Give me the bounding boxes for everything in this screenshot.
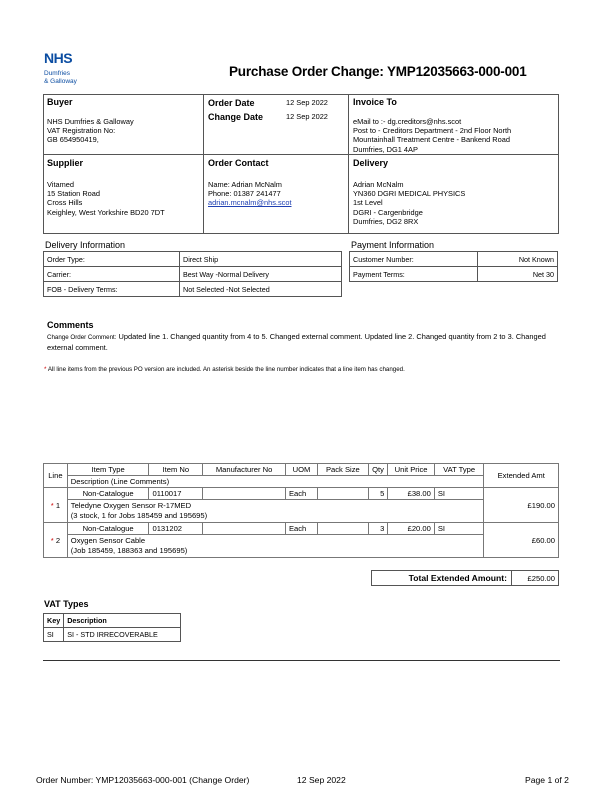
supplier-line: Keighley, West Yorkshire BD20 7DT bbox=[47, 207, 165, 217]
footer-page: Page 1 of 2 bbox=[525, 775, 569, 785]
buyer-line: VAT Registration No: bbox=[47, 126, 116, 136]
delivery-info-label: Carrier: bbox=[44, 267, 180, 282]
order-date-value: 12 Sep 2022 bbox=[286, 98, 328, 107]
asterisk-icon: * bbox=[44, 366, 47, 373]
buyer-line: NHS Dumfries & Galloway bbox=[47, 117, 134, 126]
order-contact-box bbox=[203, 154, 349, 234]
extended-amt: £190.00 bbox=[484, 488, 559, 523]
item-no: 0110017 bbox=[149, 488, 203, 500]
pack-size bbox=[318, 488, 369, 500]
description-cell bbox=[67, 535, 484, 558]
delivery-line: 1st Level bbox=[353, 198, 383, 208]
invoice-line: eMail to :- dg.creditors@nhs.scot bbox=[353, 117, 462, 126]
supplier-line: Cross Hills bbox=[47, 198, 83, 208]
table-header-row bbox=[44, 464, 559, 476]
logo-org-line1: Dumfries bbox=[44, 70, 71, 77]
change-date-label: Change Date bbox=[208, 112, 264, 122]
description-line: (3 stock, 1 for Jobs 185459 and 195695) bbox=[70, 511, 208, 520]
payment-info-label: Payment Terms: bbox=[350, 267, 478, 282]
item-type: Non-Catalogue bbox=[67, 523, 149, 535]
payment-info-row bbox=[350, 252, 558, 267]
order-contact-label: Order Contact bbox=[208, 158, 269, 168]
extended-amt: £60.00 bbox=[484, 523, 559, 558]
divider bbox=[43, 660, 560, 661]
comments-title: Comments bbox=[47, 320, 94, 330]
buyer-line: GB 654950419, bbox=[47, 135, 99, 145]
document-title: Purchase Order Change: YMP12035663-000-001 bbox=[229, 64, 527, 79]
payment-info-value: Not Known bbox=[478, 252, 558, 267]
order-contact-email-link[interactable]: adrian.mcnalm@nhs.scot bbox=[208, 198, 292, 208]
delivery-info-row bbox=[44, 282, 342, 297]
header-item-no: Item No bbox=[149, 464, 203, 476]
uom: Each bbox=[285, 488, 317, 500]
description-cell bbox=[67, 500, 484, 523]
qty: 3 bbox=[368, 523, 388, 535]
nhs-logo: NHS bbox=[44, 50, 73, 66]
table-row-description bbox=[44, 535, 559, 558]
vat-header-description: Description bbox=[64, 614, 181, 628]
uom: Each bbox=[285, 523, 317, 535]
delivery-info-value: Best Way -Normal Delivery bbox=[180, 267, 342, 282]
vat-description: SI - STD IRRECOVERABLE bbox=[64, 628, 181, 642]
invoice-to-box bbox=[348, 94, 559, 155]
delivery-info-table bbox=[43, 251, 342, 297]
vat-header-row bbox=[44, 614, 181, 628]
header-item-type: Item Type bbox=[67, 464, 149, 476]
footer-order-number: Order Number: YMP12035663-000-001 (Change Order) bbox=[36, 775, 250, 785]
invoice-line: Post to - Creditors Department - 2nd Floor North bbox=[353, 126, 512, 136]
qty: 5 bbox=[368, 488, 388, 500]
supplier-box bbox=[43, 154, 204, 234]
delivery-info-value: Direct Ship bbox=[180, 252, 342, 267]
invoice-line: Dumfries, DG1 4AP bbox=[353, 144, 418, 154]
table-header-row bbox=[44, 476, 559, 488]
asterisk-note-text: All line items from the previous PO version are included. An asterisk beside the line number indicates that a line item has changed. bbox=[47, 366, 405, 373]
header-line: Line bbox=[44, 464, 68, 488]
delivery-info-label: Order Type: bbox=[44, 252, 180, 267]
delivery-line: Adrian McNalm bbox=[353, 180, 404, 189]
item-type: Non-Catalogue bbox=[67, 488, 149, 500]
unit-price: £38.00 bbox=[388, 488, 435, 500]
line-number-cell bbox=[44, 523, 68, 558]
comments-body bbox=[47, 332, 559, 353]
order-contact-phone: Phone: 01387 241477 bbox=[208, 189, 281, 199]
item-no: 0131202 bbox=[149, 523, 203, 535]
table-row-description bbox=[44, 500, 559, 523]
delivery-line: Dumfries, DG2 8RX bbox=[353, 216, 419, 226]
delivery-info-title: Delivery Information bbox=[45, 240, 126, 250]
header-unit-price: Unit Price bbox=[388, 464, 435, 476]
dates-box bbox=[203, 94, 349, 155]
line-number: 1 bbox=[55, 500, 61, 510]
delivery-info-row bbox=[44, 267, 342, 282]
footer-date: 12 Sep 2022 bbox=[297, 775, 346, 785]
header-qty: Qty bbox=[368, 464, 388, 476]
payment-info-title: Payment Information bbox=[351, 240, 435, 250]
invoice-line: Mountainhall Treatment Centre - Bankend Road bbox=[353, 135, 510, 145]
unit-price: £20.00 bbox=[388, 523, 435, 535]
asterisk-note bbox=[44, 366, 560, 374]
manufacturer-no bbox=[203, 523, 286, 535]
total-value: £250.00 bbox=[512, 571, 559, 586]
supplier-line: Vitamed bbox=[47, 180, 74, 189]
supplier-label: Supplier bbox=[47, 158, 84, 168]
description-line: Oxygen Sensor Cable bbox=[70, 536, 146, 545]
delivery-info-row bbox=[44, 252, 342, 267]
changed-asterisk: * bbox=[50, 500, 54, 510]
buyer-box bbox=[43, 94, 204, 155]
vat-type: SI bbox=[434, 488, 484, 500]
change-date-value: 12 Sep 2022 bbox=[286, 112, 328, 121]
vat-row bbox=[44, 628, 181, 642]
vat-type: SI bbox=[434, 523, 484, 535]
payment-info-value: Net 30 bbox=[478, 267, 558, 282]
line-number: 2 bbox=[55, 535, 61, 545]
pack-size bbox=[318, 523, 369, 535]
vat-types-table bbox=[43, 613, 181, 642]
description-line: Teledyne Oxygen Sensor R-17MED bbox=[70, 501, 192, 510]
vat-types-title: VAT Types bbox=[44, 599, 89, 609]
line-items-table bbox=[43, 463, 559, 558]
header-vat-type: VAT Type bbox=[434, 464, 484, 476]
nhs-logo-org bbox=[44, 70, 77, 86]
header-extended-amt: Extended Amt bbox=[484, 464, 559, 488]
comments-label: Change Order Comment: bbox=[47, 334, 117, 341]
total-label: Total Extended Amount: bbox=[372, 571, 512, 586]
order-contact-name: Name: Adrian McNalm bbox=[208, 180, 282, 189]
payment-info-row bbox=[350, 267, 558, 282]
delivery-info-label: FOB - Delivery Terms: bbox=[44, 282, 180, 297]
buyer-label: Buyer bbox=[47, 97, 73, 107]
manufacturer-no bbox=[203, 488, 286, 500]
header-description: Description (Line Comments) bbox=[67, 476, 484, 488]
header-pack-size: Pack Size bbox=[318, 464, 369, 476]
order-date-label: Order Date bbox=[208, 98, 255, 108]
invoice-to-label: Invoice To bbox=[353, 97, 397, 107]
payment-info-label: Customer Number: bbox=[350, 252, 478, 267]
payment-info-table bbox=[349, 251, 558, 282]
logo-org-line2: & Galloway bbox=[44, 78, 77, 85]
supplier-line: 15 Station Road bbox=[47, 189, 101, 199]
comments-text: Updated line 1. Changed quantity from 4 to 5. Changed external comment. Updated line 2. Changed quantity from 2 to 3. Changed external comment. bbox=[47, 332, 546, 352]
line-number-cell bbox=[44, 488, 68, 523]
delivery-box bbox=[348, 154, 559, 234]
vat-key: SI bbox=[44, 628, 64, 642]
delivery-line: YN360 DGRI MEDICAL PHYSICS bbox=[353, 189, 466, 199]
changed-asterisk: * bbox=[50, 535, 54, 545]
delivery-line: DGRI - Cargenbridge bbox=[353, 207, 423, 217]
vat-header-key: Key bbox=[44, 614, 64, 628]
header-uom: UOM bbox=[285, 464, 317, 476]
delivery-label: Delivery bbox=[353, 158, 389, 168]
total-table bbox=[371, 570, 559, 586]
table-row bbox=[44, 523, 559, 535]
total-row bbox=[372, 571, 559, 586]
header-manufacturer-no: Manufacturer No bbox=[203, 464, 286, 476]
table-row bbox=[44, 488, 559, 500]
delivery-info-value: Not Selected -Not Selected bbox=[180, 282, 342, 297]
description-line: (Job 185459, 188363 and 195695) bbox=[70, 546, 188, 555]
